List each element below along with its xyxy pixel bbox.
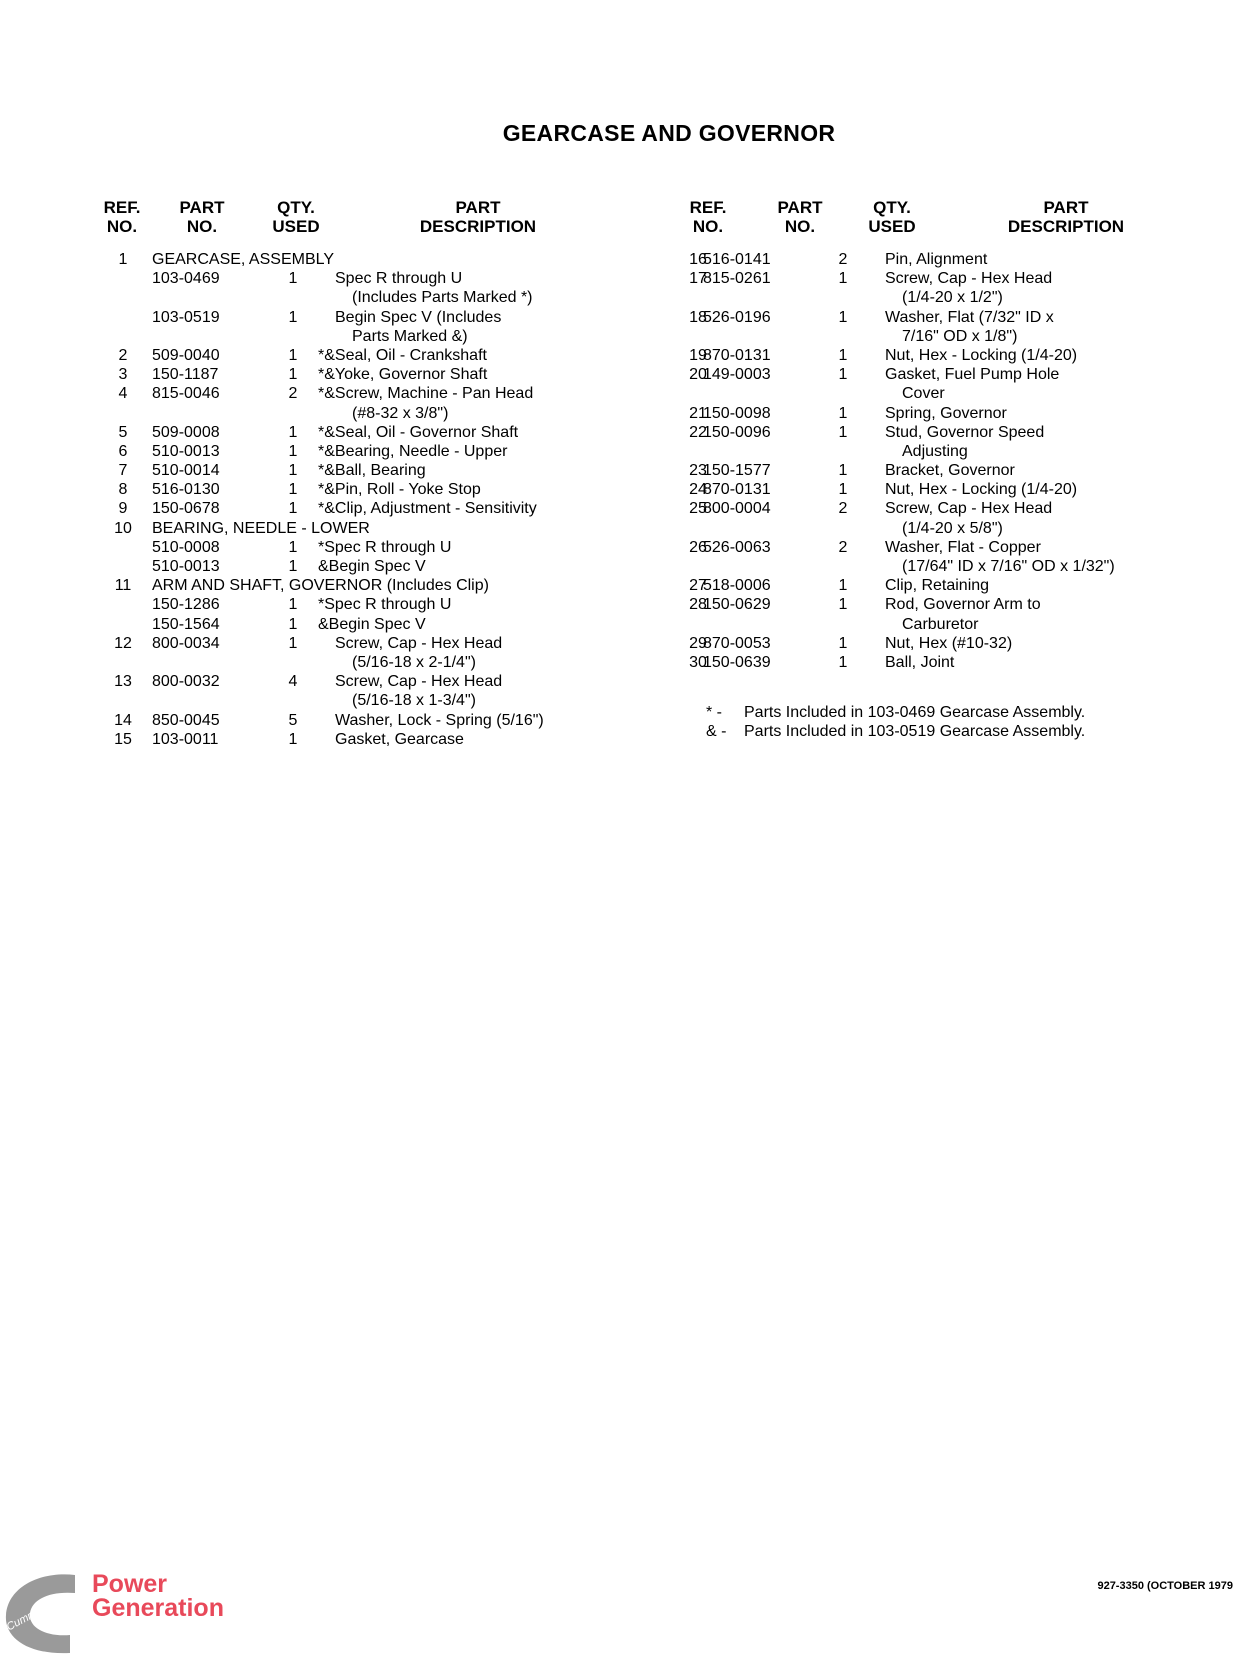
quantity-used: 1: [288, 596, 298, 614]
quantity-used: 1: [838, 270, 848, 288]
table-row: [100, 672, 660, 691]
ref-number: 6: [118, 442, 128, 460]
part-description: &Begin Spec V: [318, 558, 426, 575]
part-description: Begin Spec V (Includes: [335, 308, 502, 326]
right-rows: [686, 250, 1226, 672]
part-description: Washer, Flat (7/32" ID x: [885, 308, 1054, 326]
part-description: Pin, Alignment: [885, 251, 988, 268]
quantity-used: 1: [838, 481, 848, 499]
footnote-mark: * -: [706, 704, 722, 721]
part-number: 815-0261: [703, 270, 771, 288]
table-row: [100, 499, 660, 518]
part-number: 150-1564: [152, 615, 220, 633]
part-number: 150-0098: [703, 404, 771, 422]
part-number: 516-0130: [152, 481, 220, 499]
part-description: Ball, Joint: [885, 653, 955, 671]
ref-number: 17: [689, 270, 707, 288]
table-row: [686, 404, 1226, 423]
part-description: Spring, Governor: [885, 404, 1007, 422]
table-row: [686, 461, 1226, 480]
ref-number: 1: [118, 251, 128, 268]
part-number: 518-0006: [703, 577, 771, 595]
group-heading: GEARCASE, ASSEMBLY: [152, 251, 334, 268]
part-description: Bracket, Governor: [885, 462, 1015, 480]
part-number: 510-0013: [152, 558, 220, 575]
header-part: [170, 198, 234, 236]
ref-number: 26: [689, 538, 707, 556]
header-qty-line1: QTY.: [873, 198, 911, 217]
part-number: 870-0131: [703, 481, 771, 499]
part-number: 509-0040: [152, 346, 220, 364]
ref-number: 18: [689, 308, 707, 326]
part-number: 870-0131: [703, 346, 771, 364]
part-number: 526-0063: [703, 538, 771, 556]
quantity-used: 1: [288, 730, 298, 748]
header-ref: [686, 198, 730, 236]
ref-number: 23: [689, 462, 707, 480]
table-row: [100, 519, 660, 538]
part-number: 510-0014: [152, 462, 220, 480]
table-row: [686, 576, 1226, 595]
part-description-continued: (1/4-20 x 1/2"): [902, 289, 1003, 307]
quantity-used: 1: [288, 346, 298, 364]
header-qty: [864, 198, 920, 236]
header-part-line1: PART: [777, 198, 823, 217]
header-desc-line2: DESCRIPTION: [419, 217, 537, 236]
group-heading: ARM AND SHAFT, GOVERNOR (Includes Clip): [152, 577, 489, 595]
table-row: [686, 288, 1226, 307]
header-part-line2: NO.: [186, 217, 218, 236]
ref-number: 14: [114, 711, 132, 729]
table-row: [686, 308, 1226, 327]
header-desc: [408, 198, 548, 236]
table-row: [100, 308, 660, 327]
table-row: [100, 576, 660, 595]
part-description: Stud, Governor Speed: [885, 423, 1045, 441]
table-row: [686, 615, 1226, 634]
part-description: Washer, Flat - Copper: [885, 538, 1041, 556]
quantity-used: 1: [838, 577, 848, 595]
ref-number: 24: [689, 481, 707, 499]
header-qty: [268, 198, 324, 236]
part-number: 510-0008: [152, 538, 220, 556]
part-number: 150-0629: [703, 596, 771, 614]
quantity-used: 1: [838, 596, 848, 614]
table-row: [100, 250, 660, 269]
table-row: [686, 346, 1226, 365]
part-number: 516-0141: [703, 251, 771, 268]
table-row: [686, 384, 1226, 403]
ref-number: 27: [689, 577, 707, 595]
header-part-line1: PART: [179, 198, 225, 217]
table-row: [686, 499, 1226, 518]
part-description-continued: (1/4-20 x 5/8"): [902, 519, 1003, 537]
quantity-used: 2: [838, 538, 848, 556]
ref-number: 15: [114, 730, 132, 748]
part-number: 510-0013: [152, 442, 220, 460]
table-row: [686, 365, 1226, 384]
quantity-used: 1: [288, 538, 298, 556]
ref-number: 2: [118, 346, 128, 364]
quantity-used: 1: [838, 462, 848, 480]
header-part: [768, 198, 832, 236]
page-title: GEARCASE AND GOVERNOR: [502, 120, 836, 146]
ref-number: 10: [114, 519, 132, 537]
table-row: [686, 423, 1226, 442]
header-ref-line2: NO.: [106, 217, 138, 236]
table-row: [100, 404, 660, 423]
part-description-continued: (5/16-18 x 2-1/4"): [352, 653, 476, 671]
table-row: [100, 730, 660, 749]
quantity-used: 1: [288, 615, 298, 633]
table-row: [100, 557, 660, 576]
part-description-continued: (#8-32 x 3/8"): [352, 404, 449, 422]
table-row: [100, 480, 660, 499]
part-description-continued: (5/16-18 x 1-3/4"): [352, 692, 476, 710]
ref-number: 25: [689, 500, 707, 518]
part-number: 150-0678: [152, 500, 220, 518]
table-row: [100, 538, 660, 557]
part-number: 815-0046: [152, 385, 220, 403]
table-row: [100, 595, 660, 614]
table-row: [686, 653, 1226, 672]
header-desc: [996, 198, 1136, 236]
quantity-used: 1: [838, 346, 848, 364]
header-qty-line1: QTY.: [277, 198, 315, 217]
part-number: 800-0034: [152, 634, 220, 652]
ref-number: 7: [118, 462, 128, 480]
header-desc-line1: PART: [455, 198, 501, 217]
part-description-continued: Carburetor: [902, 615, 979, 633]
ref-number: 3: [118, 366, 128, 384]
part-description: *&Ball, Bearing: [318, 462, 426, 480]
logo-line2: Generation: [92, 1594, 224, 1622]
table-row: [686, 519, 1226, 538]
parts-table-right: [686, 198, 1226, 672]
table-row: [100, 653, 660, 672]
table-row: [100, 288, 660, 307]
table-row: [100, 711, 660, 730]
parts-table-left: [100, 198, 660, 749]
part-description-continued: (17/64" ID x 7/16" OD x 1/32"): [902, 558, 1115, 575]
ref-number: 5: [118, 423, 128, 441]
quantity-used: 4: [288, 673, 298, 691]
table-row: [686, 269, 1226, 288]
ref-number: 11: [114, 577, 132, 595]
part-number: 526-0196: [703, 308, 771, 326]
header-desc-line2: DESCRIPTION: [1007, 217, 1125, 236]
table-row: [100, 461, 660, 480]
header-desc-line1: PART: [1043, 198, 1089, 217]
ref-number: 22: [689, 423, 707, 441]
ref-number: 20: [689, 366, 707, 384]
document-code: 927-3350 (OCTOBER 1979: [1097, 1580, 1233, 1592]
part-description: Rod, Governor Arm to: [885, 596, 1041, 614]
quantity-used: 1: [288, 634, 298, 652]
quantity-used: 1: [288, 442, 298, 460]
quantity-used: 1: [838, 308, 848, 326]
part-description-continued: Parts Marked &): [352, 327, 468, 345]
part-description-continued: Cover: [902, 385, 945, 403]
part-description: *&Clip, Adjustment - Sensitivity: [318, 500, 537, 518]
group-heading: BEARING, NEEDLE - LOWER: [152, 519, 370, 537]
part-description: Nut, Hex - Locking (1/4-20): [885, 346, 1078, 364]
part-number: 509-0008: [152, 423, 220, 441]
quantity-used: 1: [838, 653, 848, 671]
part-number: 103-0519: [152, 308, 220, 326]
table-row: [686, 634, 1226, 653]
table-row: [100, 615, 660, 634]
part-number: 150-1577: [703, 462, 771, 480]
part-description: Screw, Cap - Hex Head: [885, 270, 1053, 288]
ref-number: 4: [118, 385, 128, 403]
ref-number: 30: [689, 653, 707, 671]
part-number: 850-0045: [152, 711, 220, 729]
table-header: [686, 198, 1226, 250]
quantity-used: 1: [288, 270, 298, 288]
part-description: Screw, Cap - Hex Head: [335, 673, 503, 691]
table-row: [686, 250, 1226, 269]
header-qty-line2: USED: [272, 217, 320, 236]
quantity-used: 1: [838, 423, 848, 441]
table-row: [100, 634, 660, 653]
part-number: 870-0053: [703, 634, 771, 652]
footnote-text: Parts Included in 103-0519 Gearcase Assembly.: [744, 723, 1086, 741]
part-description: Gasket, Gearcase: [335, 730, 464, 748]
ref-number: 21: [689, 404, 707, 422]
quantity-used: 2: [288, 385, 298, 403]
quantity-used: 1: [288, 558, 298, 575]
table-row: [100, 423, 660, 442]
part-description: Nut, Hex (#10-32): [885, 634, 1013, 652]
table-row: [100, 442, 660, 461]
part-number: 150-1286: [152, 596, 220, 614]
part-description: Gasket, Fuel Pump Hole: [885, 366, 1060, 384]
part-description: Screw, Cap - Hex Head: [335, 634, 503, 652]
part-number: 149-0003: [703, 366, 771, 384]
part-description: Clip, Retaining: [885, 577, 990, 595]
logo-line1: Power: [92, 1570, 168, 1598]
quantity-used: 1: [288, 462, 298, 480]
table-row: [686, 480, 1226, 499]
quantity-used: 1: [838, 404, 848, 422]
part-description: Nut, Hex - Locking (1/4-20): [885, 481, 1078, 499]
quantity-used: 1: [288, 423, 298, 441]
table-row: [686, 538, 1226, 557]
header-part-line2: NO.: [784, 217, 816, 236]
table-row: [100, 269, 660, 288]
logo-wordmark: [92, 1572, 224, 1620]
part-description: Spec R through U: [335, 270, 463, 288]
table-row: [686, 327, 1226, 346]
part-description-continued: 7/16" OD x 1/8"): [902, 327, 1018, 345]
part-number: 800-0004: [703, 500, 771, 518]
part-description: *Spec R through U: [318, 596, 452, 614]
quantity-used: 1: [288, 500, 298, 518]
table-row: [100, 691, 660, 710]
part-number: 103-0469: [152, 270, 220, 288]
quantity-used: 1: [288, 481, 298, 499]
part-description: *&Screw, Machine - Pan Head: [318, 385, 534, 403]
ref-number: 19: [689, 346, 707, 364]
part-number: 800-0032: [152, 673, 220, 691]
quantity-used: 1: [838, 366, 848, 384]
left-rows: [100, 250, 660, 749]
part-description: Washer, Lock - Spring (5/16"): [335, 711, 544, 729]
table-row: [100, 346, 660, 365]
quantity-used: 1: [288, 308, 298, 326]
part-description-continued: Adjusting: [902, 442, 968, 460]
table-row: [100, 365, 660, 384]
table-row: [686, 557, 1226, 576]
part-description: *&Bearing, Needle - Upper: [318, 442, 508, 460]
part-description: *Spec R through U: [318, 538, 452, 556]
ref-number: 13: [114, 673, 132, 691]
logo-mark-text: Cummins: [4, 1600, 52, 1634]
ref-number: 16: [689, 251, 707, 268]
part-description: *&Pin, Roll - Yoke Stop: [318, 481, 481, 499]
quantity-used: 2: [838, 500, 848, 518]
quantity-used: 1: [838, 634, 848, 652]
part-number: 103-0011: [152, 730, 219, 748]
ref-number: 28: [689, 596, 707, 614]
part-description: Screw, Cap - Hex Head: [885, 500, 1053, 518]
part-description: &Begin Spec V: [318, 615, 426, 633]
part-description: *&Seal, Oil - Governor Shaft: [318, 423, 519, 441]
quantity-used: 2: [838, 251, 848, 268]
part-description: *&Seal, Oil - Crankshaft: [318, 346, 487, 364]
header-ref-line1: REF.: [689, 198, 727, 217]
table-row: [100, 384, 660, 403]
table-row: [686, 442, 1226, 461]
quantity-used: 1: [288, 366, 298, 384]
ref-number: 12: [114, 634, 132, 652]
part-number: 150-0639: [703, 653, 771, 671]
ref-number: 9: [118, 500, 128, 518]
part-description: *&Yoke, Governor Shaft: [318, 366, 488, 384]
table-row: [100, 327, 660, 346]
header-ref-line1: REF.: [103, 198, 141, 217]
footnote-text: Parts Included in 103-0469 Gearcase Assembly.: [744, 704, 1086, 721]
table-row: [686, 595, 1226, 614]
header-qty-line2: USED: [868, 217, 916, 236]
footnote-mark: & -: [706, 723, 727, 741]
header-ref-line2: NO.: [692, 217, 724, 236]
ref-number: 8: [118, 481, 128, 499]
table-header: [100, 198, 660, 250]
part-number: 150-1187: [152, 366, 219, 384]
header-ref: [100, 198, 144, 236]
part-description-continued: (Includes Parts Marked *): [352, 289, 533, 307]
quantity-used: 5: [288, 711, 298, 729]
part-number: 150-0096: [703, 423, 771, 441]
ref-number: 29: [689, 634, 707, 652]
